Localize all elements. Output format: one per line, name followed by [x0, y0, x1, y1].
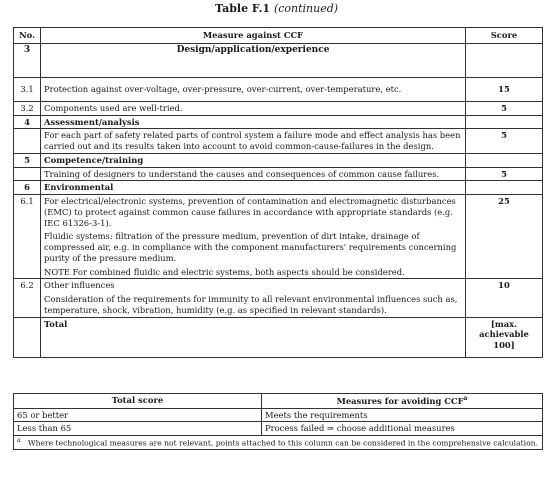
- footnote-ref: a: [463, 395, 468, 402]
- section-title: Environmental: [41, 181, 466, 195]
- row-text: [41, 195, 466, 279]
- header-measure: Measure against CCF: [41, 28, 466, 44]
- row-text: Components used are well-tried.: [41, 101, 466, 115]
- footnote-mark: a: [17, 437, 21, 445]
- section-no: 3: [14, 43, 41, 77]
- section-no: 6: [14, 181, 41, 195]
- ccf-table: [13, 27, 543, 358]
- row-no: 3.2: [14, 101, 41, 115]
- row-paragraph: For electrical/electronic systems, prevention of contamination and electromagnetic disturbances (EMC) to protect against common cause failures in accordance with appropriate standards (e.g. IEC 61326-3-1).: [44, 196, 456, 228]
- summary-measure: Process failed ⇒ choose additional measures: [262, 422, 543, 436]
- section-score: [466, 115, 543, 129]
- section-title: Design/application/experience: [41, 43, 466, 77]
- row-no: 6.2: [14, 279, 41, 317]
- table-row: [14, 101, 543, 115]
- footnote-row: [14, 436, 543, 450]
- row-score: 10: [466, 279, 543, 317]
- section-row: [14, 153, 543, 167]
- section-row: [14, 115, 543, 129]
- row-no: 3.1: [14, 77, 41, 101]
- total-row: [14, 317, 543, 357]
- row-no: [14, 167, 41, 181]
- row-note: NOTE For combined fluidic and electric systems, both aspects should be considered.: [44, 266, 405, 277]
- header-row: [14, 28, 543, 44]
- table-row: [14, 195, 543, 279]
- footnote: [14, 436, 543, 450]
- section-title: Competence/training: [41, 153, 466, 167]
- summary-header: [14, 394, 543, 409]
- header-no: No.: [14, 28, 41, 44]
- summary-col-measures-label: Measures for avoiding CCF: [336, 395, 464, 406]
- row-score: 15: [466, 77, 543, 101]
- section-score: [466, 153, 543, 167]
- row-score: 25: [466, 195, 543, 279]
- row-text: Training of designers to understand the causes and consequences of common cause failures.: [41, 167, 466, 181]
- table-continued: (continued): [273, 2, 339, 15]
- section-row: [14, 181, 543, 195]
- summary-score: Less than 65: [14, 422, 262, 436]
- row-text: Protection against over-voltage, over-pressure, over-current, over-temperature, etc.: [41, 77, 466, 101]
- summary-col-measures: [262, 394, 543, 409]
- row-paragraph: Consideration of the requirements for immunity to all relevant environmental influences such as, temperature, shock, vibration, humidity (e.g. as specified in relevant standards).: [44, 294, 458, 315]
- summary-score: 65 or better: [14, 408, 262, 422]
- row-score: 5: [466, 167, 543, 181]
- summary-row: [14, 408, 543, 422]
- row-no: [14, 129, 41, 154]
- section-score: [466, 181, 543, 195]
- row-no: 6.1: [14, 195, 41, 279]
- total-label: Total: [41, 317, 466, 357]
- section-row: [14, 43, 543, 77]
- table-title: Table F.1: [214, 2, 271, 15]
- section-score: [466, 43, 543, 77]
- row-text: [41, 279, 466, 317]
- summary-measure: Meets the requirements: [262, 408, 543, 422]
- row-paragraph: Other influences: [44, 280, 115, 291]
- header-score: Score: [466, 28, 543, 44]
- section-no: 5: [14, 153, 41, 167]
- row-score: 5: [466, 129, 543, 154]
- section-no: 4: [14, 115, 41, 129]
- table-row: [14, 279, 543, 317]
- table-row: [14, 129, 543, 154]
- summary-table: [13, 393, 543, 450]
- table-row: [14, 77, 543, 101]
- summary-col-total-score: Total score: [14, 394, 262, 409]
- summary-row: [14, 422, 543, 436]
- section-title: Assessment/analysis: [41, 115, 466, 129]
- footnote-text: Where technological measures are not relevant, points attached to this column can be considered in the comprehensive calculation.: [27, 438, 538, 448]
- total-score: [max. achievable 100]: [466, 317, 543, 357]
- table-row: [14, 167, 543, 181]
- table-caption: [0, 2, 553, 15]
- row-score: 5: [466, 101, 543, 115]
- row-text: For each part of safety related parts of control system a failure mode and effect analysis has been carried out and its results taken into account to avoid common-cause-failures in the design.: [41, 129, 466, 154]
- row-no: [14, 317, 41, 357]
- row-paragraph: Fluidic systems: filtration of the pressure medium, prevention of dirt intake, drainage of compressed air, e.g. in compliance with the component manufacturers' requirements concerning purity of the pressure medium.: [44, 231, 457, 263]
